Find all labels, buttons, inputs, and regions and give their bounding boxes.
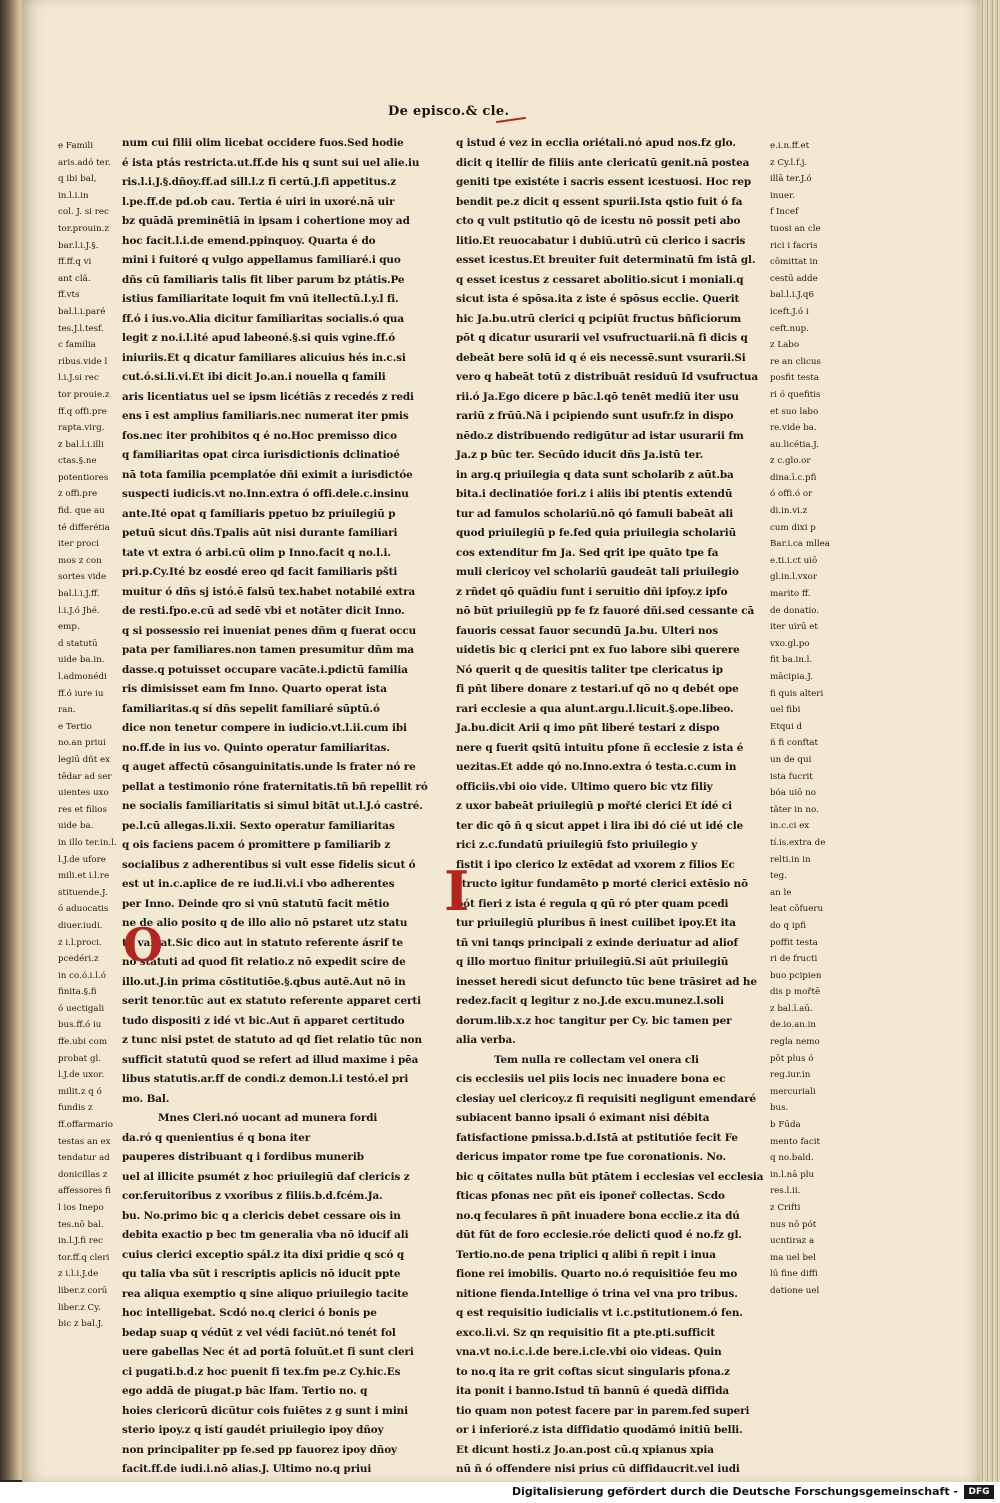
text-line: mercuriali [770, 1086, 816, 1097]
text-line: ris.l.i.J.§.dñoy.ff.ad sill.l.z fi certū.J.fi appetitus.z [122, 176, 397, 188]
text-line: un de qui [770, 754, 812, 765]
text-line: Tertio.no.de pena triplici q alibi ñ repit i inua [456, 1248, 716, 1261]
text-line: ff.q offi.pre [58, 406, 107, 417]
text-line: sortes vide [58, 572, 107, 583]
text-line: ran. [58, 705, 76, 716]
text-line: Etqui d [770, 721, 803, 732]
text-line: ff.ó iure iu [58, 688, 104, 699]
text-line: res et filios [58, 804, 107, 815]
text-line: in.l.nā plu [770, 1169, 815, 1180]
text-line: gl.in.l.vxor [770, 572, 817, 583]
text-line: ens ī est amplius familiaris.nec numerat iter pmis [122, 410, 409, 422]
marginal-gloss-right [770, 138, 832, 1296]
text-line: Bar.i.ca mllea [770, 539, 830, 550]
text-line: marito ff. [770, 589, 811, 600]
text-line: an le [770, 887, 792, 898]
text-line: cor.feruitoribus z vxoribus z filiis.b.d.fcém.Ja. [122, 1190, 383, 1202]
text-line: nitione fienda.Intellige ó trina vel vna pro tribus. [456, 1287, 738, 1300]
text-line: qu talia vba sūt i rescriptis aplicis nō iducit ppte [122, 1268, 401, 1280]
text-line: q si possessio rei inueniat penes dñm q fuerat occu [122, 624, 417, 637]
text-line: uere gabellas Nec ét ad portā foluūt.et fi sunt cleri [122, 1346, 414, 1358]
text-line: z tunc nisi pstet de statuto ad qd fiet relatio tūc non [122, 1034, 422, 1046]
text-line: tū valeat.Sic dico aut in statuto referente ásrif te [122, 936, 403, 949]
text-line: bz quādā preminētiā in ipsam i cohertione moy ad [122, 215, 410, 227]
text-line: l.pe.ff.de pd.ob cau. Tertia é uiri in uxoré.nā uir [122, 195, 395, 208]
text-line: or i inferioré.z ista diffidatio quodāmó initiū belli. [456, 1424, 743, 1436]
text-line: liber.z Cy. [58, 1302, 101, 1313]
text-line: potentiores [58, 472, 109, 483]
text-line: l.J.de uxor. [58, 1070, 105, 1081]
text-line: pōt q dicatur usurarii vel vsufructuarii.nā fi dicis q [456, 332, 748, 344]
text-line: pata per familiares.non tamen presumitur dñm ma [122, 644, 415, 656]
text-line: in co.ó.i.l.ó [58, 970, 106, 981]
red-initial-i: I [444, 859, 470, 923]
text-line: uientes uxo [58, 788, 109, 799]
text-line: ffe.ubi com [58, 1037, 108, 1048]
text-line: tí.is.extra de [770, 837, 826, 848]
text-line: pe.l.cū allegas.li.xii. Sexto operatur familiaritas [122, 819, 395, 832]
text-line: no.q feculares ñ pñt inuadere bona ecclie.z ita dú [456, 1209, 740, 1222]
text-line: bus. [770, 1103, 789, 1114]
text-line: pauperes distribuant q i fordibus munerib [122, 1151, 364, 1163]
text-line: z Cy.l.f.j. [770, 157, 808, 168]
text-line: datione uel [770, 1285, 820, 1296]
text-line: au.licétia.J. [770, 439, 819, 450]
text-line: pót fieri z ista é regula q qū ró pter quam pcedi [456, 897, 729, 910]
text-line: fatisfactione pmissa.b.d.Istā at pstitutióe fecit Fe [456, 1131, 738, 1144]
text-line: rici z.c.fundatū priuilegiū fsto priuilegio y [456, 839, 698, 851]
text-line: legit z no.i.l.ité apud labeoné.§.si quis vgine.ff.ó [122, 332, 396, 344]
text-line: dis p mořtē [770, 987, 821, 998]
text-line: geniti tpe existéte i sacris essent icestuosi. Hoc rep [456, 176, 752, 188]
text-line: petuū sicut dñs.Tpalis aūt nisi durante familiari [122, 527, 398, 539]
text-line: ucntiraz a [770, 1236, 815, 1247]
text-line: muli clericoy vel scholariū gaudeāt tali priuilegio [456, 566, 739, 578]
text-line: uide ba.in. [58, 655, 105, 666]
text-line: q familiaritas opat circa iurisdictionis dclinatioé [122, 449, 400, 461]
text-line: Et dicunt hosti.z Jo.an.post cū.q xpianus xpia [456, 1443, 714, 1456]
text-line: ne de alio posito q de illo alio nō pstaret utz statu [122, 917, 408, 929]
text-line: in arg.q priuilegia q data sunt scholarib z aūt.ba [456, 468, 734, 481]
text-line: z Crifti [770, 1203, 801, 1213]
text-line: col. J. si rec [58, 207, 109, 218]
text-line: e.i.n.ff.et [770, 141, 810, 151]
text-line: quod priuilegiū p fe.fed quia priuilegia scholariū [456, 527, 737, 539]
text-line: illo.ut.J.in prima cōstitutiōe.§.qbus autē.Aut nō in [122, 975, 406, 988]
text-line: leat cōfueru [770, 904, 824, 915]
text-line: tes.J.l.tesf. [58, 323, 104, 334]
text-line: z bal.l.i.illi [58, 439, 104, 450]
text-line: ff.vts [58, 290, 80, 301]
text-line: bic q cōitates nulla būt ptātem i ecclesias vel ecclesia [456, 1170, 764, 1183]
text-line: ff.ó i ius.vo.Alia dicitur familiaritas socialis.ó qua [122, 312, 404, 325]
text-line: tur ad famulos scholariū.nō qó famuli babeāt ali [456, 507, 734, 520]
text-line: donicillas z [58, 1169, 108, 1180]
text-line: lū fine diffi [770, 1269, 818, 1280]
text-line: uel al illicite psumét z hoc priuilegiū daf clericis z [122, 1170, 410, 1183]
text-line: fticas pfonas nec pñt eis iponeř collectas. Scdo [456, 1190, 725, 1202]
text-line: Ja.z p būc ter. Secūdo iducit dñs Ja.istū ter. [456, 449, 704, 461]
text-line: iniuriis.Et q dicatur familiares alicuius hés in.c.si [122, 351, 406, 364]
text-line: nō būt priuilegiū pp fe fz fauoré dñi.sed cessante cā [456, 605, 755, 617]
text-line: finita.§.fi [58, 987, 97, 998]
text-line: no statuti ad quod fit relatio.z nō expedit scire de [122, 956, 406, 968]
text-line: bita.i declinatióe fori.z i aliis ibi ptentis extendū [456, 488, 733, 500]
text-line: inesset heredi sicut defuncto tūc bene trāsiret ad he [456, 975, 757, 988]
text-line: de resti.fpo.e.cū ad sedē vbi et notāter dicit Inno. [122, 605, 405, 617]
text-line: ff.offarmario [58, 1120, 113, 1131]
text-line: illā ter.J.ó [770, 174, 812, 185]
text-line: l.J.de ufore [58, 854, 106, 865]
text-line: uel fibi [770, 705, 801, 716]
text-line: pellat a testimonio róne fraternitatis.tñ bñ repellit ró [122, 780, 428, 793]
text-line: regla nemo [770, 1037, 820, 1048]
text-line: té differétia [58, 522, 110, 533]
text-line: pri.p.Cy.Ité bz eosdé ereo qd facit familiaris pšti [122, 566, 398, 578]
text-line: bendit pe.z dicit q essent spurii.Ista qstio fuit ó fa [456, 195, 743, 208]
text-line: ter dic qō ñ q sicut appet i lira ibi dó cié ut idé cle [456, 819, 744, 832]
text-line: cestū adde [770, 273, 818, 284]
text-line: rici i facris [770, 240, 818, 251]
text-line: inuer. [770, 190, 796, 201]
text-line: hoies clericorū dicūtur cois fuiētes z g sunt i mini [122, 1404, 408, 1417]
text-line: subiacent banno ipsali ó eximant nisi débita [456, 1112, 710, 1124]
text-line: tāter in no. [770, 804, 819, 815]
text-line: emp. [58, 622, 80, 633]
text-line: iter uirū et [770, 622, 818, 633]
text-line: dasse.q potuisset occupare vacāte.i.pdictū familia [122, 663, 408, 676]
text-line: est ut in.c.aplice de re iud.li.vi.i vbo adherentes [122, 878, 395, 890]
text-line: ri ó quefitis [770, 389, 821, 400]
marginal-gloss-left [58, 138, 126, 1330]
text-line: stituende.J. [58, 887, 108, 898]
text-line: tate vt extra ó arbi.cū olim p Inno.facit q no.l.i. [122, 546, 391, 559]
text-line: z i.l.i.J.de [58, 1269, 99, 1280]
text-line: Ja.bu.dicit Arii q imo pñt liberé testari z dispo [456, 722, 720, 734]
text-line: hic Ja.bu.utrū clerici q pcipiūt fructus bñficiorum [456, 312, 741, 325]
text-line: ci pugati.b.d.z hoc puenit fi tex.fm pe.z Cy.hic.Es [122, 1365, 401, 1378]
text-line: z i.l.proci. [58, 937, 102, 948]
text-line: fi quis alteri [770, 688, 824, 699]
text-line: ista fucrit [770, 771, 813, 782]
text-line: res.l.ii. [770, 1186, 801, 1197]
text-line: familiaritas.q sí dñs sepelit familiaré sūptū.ó [122, 702, 380, 715]
text-line: tuosi an cle [770, 223, 821, 234]
text-line: Mnes Cleri.nó uocant ad munera fordi [158, 1112, 378, 1124]
text-line: q istud é vez in ecclia oriétali.nó apud nos.fz glo. [456, 137, 736, 149]
text-line: debita exactio p bec tm generalia vba nō iducif ali [122, 1229, 409, 1241]
text-line: ne socialis familiaritatis si simul bitāt ut.l.J.ó castré. [122, 800, 423, 812]
text-line: exco.li.vi. Sz qn requisitio fit a pte.pti.sufficit [456, 1326, 716, 1339]
text-line: ribus.vide l [58, 356, 108, 367]
text-line: no.ff.de in ius vo. Quinto operatur familiaritas. [122, 741, 390, 754]
text-line: milit.z q ó [58, 1086, 102, 1097]
text-line: z rñdet qō quādiu funt i seruitio dñi ipfoy.z ipfo [456, 585, 728, 598]
text-line: sufficit statutū quod se refert ad illud maxime i pēa [122, 1053, 419, 1066]
text-line: cōmittat in [770, 257, 818, 268]
text-line: rapta.virg. [58, 423, 105, 434]
text-line: z uxor babeāt priuilegiū p mořté clerici Et ídé ci [456, 800, 733, 812]
text-line: cut.ó.si.li.vi.Et ibi dicit Jo.an.i nouella q famili [122, 371, 386, 383]
text-line: nū ñ ó offendere nisi prius cū diffidaucrit.vel iudi [456, 1463, 740, 1475]
text-line: Nó querit q de quesitis taliter tpe clericatus ip [456, 663, 723, 676]
text-line: re an clicus [770, 356, 821, 367]
text-line: e.ti.i.ct uiō [770, 555, 818, 566]
text-line: per Inno. Deinde qro si vnū statutū facit mētio [122, 897, 390, 910]
text-line: aris.adó ter. [58, 157, 111, 168]
text-line: affessores fi [58, 1186, 111, 1197]
text-line: redez.facit q legitur z no.J.de excu.munez.l.soli [456, 995, 725, 1007]
red-initial-o: O [123, 918, 164, 972]
text-line: q no.bald. [770, 1153, 814, 1164]
text-line: fos.nec iter prohibitos q é no.Hoc premisso dico [122, 429, 397, 442]
text-line: ma uel bel [770, 1252, 816, 1263]
text-line: tor prouie.z [58, 389, 110, 400]
text-line: bedap suap q védūt z vel védi faciūt.nó tenét fol [122, 1326, 396, 1339]
text-line: in.c.ci ex [770, 821, 810, 832]
text-line: ant clã. [58, 273, 91, 284]
text-line: ctas.§.ne [58, 456, 97, 467]
text-line: rari ecclesie a qua alunt.argu.l.licuit.§.ope.libeo. [456, 702, 734, 715]
text-line: vero q habeāt totū z distribuāt residuū Id vsufructua [456, 371, 759, 383]
text-line: mento facit [770, 1136, 820, 1147]
text-line: rariū z frūū.Nā i pcipiendo sunt usufr.fz in dispo [456, 410, 734, 422]
text-line: di.in.vi.z [770, 506, 808, 517]
page-fore-edge [980, 0, 1000, 1482]
text-line: q auget affectū cōsanguinitatis.unde ls frater nó re [122, 761, 416, 773]
text-line: facit.ff.de iudi.i.nō alias.J. Ultimo no.q priui [122, 1463, 372, 1475]
text-line: iceft.J.ó i [770, 306, 809, 317]
text-line: mācipia.J. [770, 672, 813, 682]
dfg-logo: DFG [964, 1485, 994, 1499]
text-line: z offi.pre [58, 489, 98, 500]
text-line: é ista ptás restricta.ut.ff.de his q sunt sui uel alie.iu [122, 156, 420, 169]
text-line: libus statutis.ar.ff de condi.z demon.l.i testó.el pri [122, 1073, 409, 1085]
text-line: tio quam non potest facere par in parem.fed superi [456, 1404, 750, 1417]
text-line: officiis.vbi oio vide. Ultimo quero bic vtz filiy [456, 780, 713, 793]
text-line: q est requisitio iudicialis vt i.c.pstitutionem.ó fen. [456, 1307, 743, 1319]
text-line: ff.ff.q vi [58, 257, 92, 268]
text-line: ó offi.ó or [770, 489, 813, 500]
text-line: buo pcipien [770, 970, 822, 981]
text-line: probat gl. [58, 1053, 102, 1064]
text-line: uezitas.Et adde qó no.Inno.extra ó testa.c.cum in [456, 761, 737, 773]
text-line: istius familiaritate loquit fm vnū itellectū.l.y.l fi. [122, 293, 399, 305]
text-line: d statutū [58, 638, 98, 649]
text-line: bu. No.primo bic q a clericis debet cessare ois in [122, 1209, 401, 1222]
text-line: dice non tenetur compere in iudicio.vt.l.ii.cum ibi [122, 722, 407, 734]
text-line: ó aduocatis [58, 904, 109, 915]
text-line: liber.z corū [58, 1285, 108, 1296]
text-line: dorum.lib.x.z hoc tangitur per Cy. bic tamen per [456, 1014, 732, 1027]
text-line: mili.et i.l.re [58, 871, 110, 882]
text-line: re.vide ba. [770, 423, 817, 434]
text-line: bus.ff.ó iu [58, 1020, 102, 1031]
text-line: cuius clerici exceptio spál.z ita dixi pridie q scó q [122, 1248, 405, 1261]
text-line: ego addā de piugat.p bāc lfam. Tertio no. q [122, 1385, 368, 1397]
text-line: z bal.ī.aū. [770, 1003, 813, 1014]
text-line: fione rei imobilis. Quarto no.ó requisitióe feu mo [456, 1268, 738, 1280]
text-line: l.i.J.si rec [58, 373, 99, 384]
text-line: da.ró q quenientius é q bona iter [122, 1131, 311, 1144]
text-line: ceft.nup. [770, 323, 809, 334]
text-line: fit ba.in.l. [770, 655, 813, 666]
text-line: sterio ipoy.z q istí gaudét priuilegio ipoy dñoy [122, 1424, 384, 1436]
text-line: in.l.J.fi rec [58, 1236, 103, 1247]
margin-manuscript-note [2, 410, 20, 530]
text-line: non principaliter pp fe.sed pp fauorez ipoy dñoy [122, 1443, 397, 1456]
text-line: sicut ista é spōsa.ita z iste é spōsus ecclie. Querit [456, 293, 740, 305]
text-line: l.i.J.ó Jhé. [58, 605, 100, 616]
text-line: clesiay uel clericoy.z fi requisiti negligunt emendaré [456, 1092, 756, 1105]
running-head [388, 104, 509, 119]
text-line: de donatio. [770, 605, 820, 616]
text-line: b Fūda [770, 1120, 801, 1131]
text-line: fid. que au [58, 506, 105, 517]
main-text-column-right [456, 134, 764, 1475]
text-line: testas an ex [58, 1136, 111, 1147]
text-line: hoc intelligebat. Scdó no.q clerici ó bonis pe [122, 1307, 377, 1319]
text-line: vxo.gl.po [770, 638, 810, 649]
text-line: uidetis bic q clerici pnt ex fuo labore sibi querere [456, 644, 740, 656]
text-line: et suo labo [770, 406, 819, 417]
text-line: z Labo [770, 340, 800, 351]
text-line: bal.l.i.J.q6 [770, 290, 815, 301]
text-line: num cui filii olim licebat occidere fuos.Sed hodie [122, 137, 404, 149]
text-line: muitur ó dñs sj istó.ē falsū tex.habet notabilé extra [122, 585, 416, 598]
text-line: c familia [58, 340, 96, 351]
text-line: cto q vult pstitutio qō de icestu nō possit peti abo [456, 215, 741, 227]
text-line: tēdar ad ser [58, 771, 112, 782]
text-line: mini i fuitoré q vulgo appellamus familiaré.i quo [122, 254, 401, 266]
text-line: tendatur ad [58, 1153, 110, 1164]
text-line: no.an priui [58, 738, 106, 749]
text-line: nere q fuerit qsitū intuitu pfone ñ ecclesie z ista é [456, 741, 744, 754]
text-line: pōt plus ó [770, 1053, 814, 1064]
text-line: mo. Bal. [122, 1092, 170, 1105]
text-line: nus nō pót [770, 1219, 817, 1230]
text-line: alia verba. [456, 1034, 516, 1046]
text-line: cum dixi p [770, 522, 816, 533]
text-line: dericus impator rome tpe fue coronationis. No. [456, 1151, 727, 1163]
text-line: posfit testa [770, 373, 820, 384]
text-line: tur priuilegiū pluribus ñ inest cuilibet ipoy.Et ita [456, 917, 736, 929]
text-line: tñ vni tanqs principali z exinde deriuatur ad aliof [456, 936, 738, 949]
running-head-text: De episco.& cle. [388, 104, 510, 119]
text-line: tor.ff.q cleri [58, 1252, 110, 1263]
text-line: ó uectigali [58, 1003, 105, 1014]
main-text-column-left [122, 134, 432, 1475]
text-line: socialibus z adherentibus si vult esse fidelis sicut ó [122, 858, 416, 871]
text-line: ante.Ité opat q familiaris ppetuo bz priuilegiū p [122, 507, 396, 520]
text-line: e Famili [58, 141, 94, 151]
text-line: l.admonédi [58, 672, 107, 682]
text-line: q ois faciens pacem ó promittere p familiarib z [122, 839, 391, 851]
text-line: nēdo.z distribuendo redigūtur ad istar usurarii fm [456, 429, 744, 442]
text-line: dicit q itellír de filiis ante clericatū genit.nā postea [456, 156, 750, 169]
text-line: suspecti iudicis.vt no.Inn.extra ó offi.dele.c.insinu [122, 488, 409, 500]
text-line: dūt fūt de foro ecclesie.róe delicti quod é no.fz gl. [456, 1229, 742, 1241]
text-line: vna.vt no.i.c.i.de bere.i.cle.vbi oio videas. Quin [456, 1346, 722, 1358]
text-line: debeāt bere solū id q é eis necessē.sunt vsurarii.Si [456, 351, 746, 364]
text-line: e Tertio [58, 721, 92, 732]
text-line: dñs cū familiaris talis fit liber parum bz ptátis.Pe [122, 273, 405, 286]
text-line: esset icestus.Et breuiter fuit determinatū fm istā gl. [456, 254, 756, 266]
text-line: aris licentiatus uel se ipsm licétiās z recedés z redi [122, 390, 414, 403]
text-line: do q ipfi [770, 920, 807, 931]
text-line: tudo dispositi z idé vt bic.Aut ñ apparet certitudo [122, 1014, 405, 1027]
text-line: fi pñt libere donare z testari.uf qō no q debét ope [456, 683, 739, 695]
text-line: tes.nō bal. [58, 1219, 104, 1230]
text-line: tor.prouin.z [58, 223, 109, 234]
text-line: bal.l.i.J.ff. [58, 589, 100, 600]
text-line: bal.l.i.paré [58, 306, 106, 317]
text-line: ris dimisisset eam fm Inno. Quarto operat ista [122, 683, 387, 695]
text-line: to no.q ita re grit coftas sicut singularis pfona.z [456, 1365, 730, 1378]
text-line: reg.iur.in [770, 1070, 811, 1081]
text-line: mos z con [58, 555, 102, 566]
text-line: bar.l.i.J.§. [58, 240, 99, 251]
text-line: q esset icestus z cessaret abolitio.sicut i moniali.q [456, 273, 744, 286]
text-line: fundis z [58, 1103, 93, 1114]
text-line: z c.glo.or [770, 456, 811, 467]
text-line: de.io.an.in [770, 1020, 816, 1031]
text-line: fistit i ipo clerico lz extēdat ad vxorem z filios Ec [456, 858, 735, 871]
text-line: pcedéri.z [58, 954, 99, 965]
text-line: teg. [770, 871, 787, 882]
text-line: iter proci [58, 539, 99, 550]
text-line: cis ecclesiis uel piis locis nec inuadere bona ec [456, 1073, 726, 1085]
text-line: structo igitur fundamēto p morté clerici extēsio nō [456, 878, 748, 890]
text-line: l ios Inepo [58, 1203, 104, 1213]
text-line: poffit testa [770, 937, 818, 948]
text-line: ñ fi conftat [770, 738, 818, 749]
text-line: q ibi bal, [58, 174, 97, 185]
text-line: relti.in in [770, 854, 811, 865]
text-line: in.l.i.in [58, 190, 89, 201]
text-line: ita ponit i banno.Istud tñ bannū é quedā diffida [456, 1385, 730, 1397]
text-line: uide ba. [58, 821, 94, 832]
footer-credit: Digitalisierung gefördert durch die Deutsche Forschungsgemeinschaft - [511, 1485, 958, 1498]
text-line: legiū dñt ex [58, 754, 111, 765]
text-line: rii.ó Ja.Ego dicere p bāc.l.qō tenēt mediū iter usu [456, 390, 739, 403]
text-line: fauoris cessat fauor secundū Ja.bu. Ulteri nos [456, 624, 718, 637]
text-line: diuer.iudi. [58, 920, 103, 931]
text-line: nā tota familia pcemplatóe dñi eximit a iurisdictóe [122, 468, 413, 481]
text-line: serit tenor.tūc aut ex statuto referente apparet certi [122, 995, 421, 1007]
text-line: cos extenditur fm Ja. Sed qrit ipe quāto tpe fa [456, 546, 719, 559]
text-line: litio.Et reuocabatur i dubiū.utrū cū clerico i sacris [456, 234, 746, 247]
text-line: rea aliqua exemptio q sine aliquo priuilegio tacite [122, 1287, 409, 1300]
text-line: bóa uiō no [770, 788, 816, 799]
text-line: dina.ī.c.pfi [770, 472, 817, 483]
text-line: bic z bal.J. [58, 1319, 104, 1330]
text-line: Tem nulla re collectam vel onera cli [494, 1053, 699, 1066]
text-line: f Incef [770, 207, 799, 218]
text-line: hoc facit.l.i.de emend.ppinquoy. Quarta é do [122, 234, 376, 247]
text-line: ri de fructi [770, 954, 818, 965]
text-line: q illo mortuo finitur priuilegiū.Si aūt priuilegiū [456, 956, 729, 968]
text-line: in illo ter.in.l. [58, 837, 117, 848]
